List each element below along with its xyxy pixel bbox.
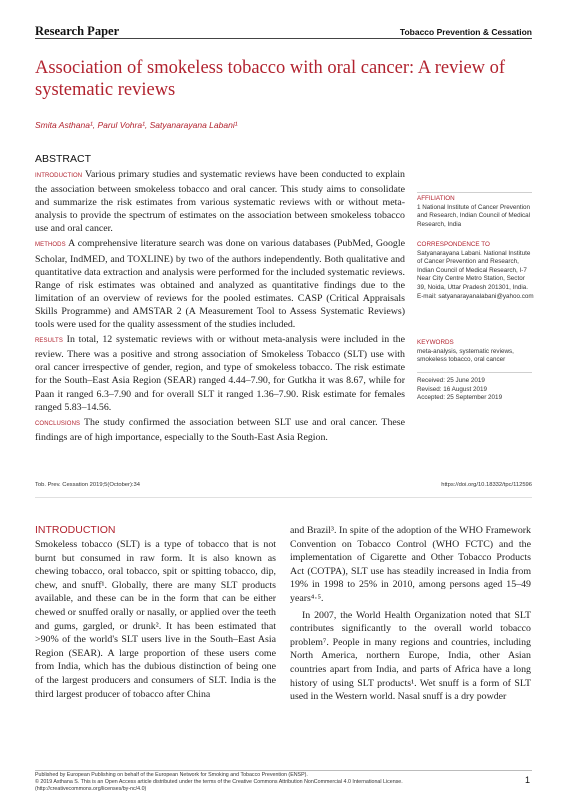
affiliation-block	[417, 195, 535, 229]
body-column-left	[35, 538, 276, 701]
page-number: 1	[524, 775, 530, 785]
affiliation-heading: AFFILIATION	[417, 195, 455, 202]
abstract-conclusions	[35, 416, 405, 444]
publisher-line: Published by European Publishing on behalf of the European Network for Smoking and Tobacco Prevention (ENSP).	[35, 772, 308, 778]
section-divider	[35, 497, 532, 498]
citation-text: Tob. Prev. Cessation 2019;5(October):34	[35, 482, 140, 488]
journal-name: Tobacco Prevention & Cessation	[399, 27, 532, 37]
license-line: © 2019 Asthana S. This is an Open Access article distributed under the terms of the Creative Commons Attribution NonCommercial 4.0 International License.	[35, 779, 403, 786]
correspondence-heading: CORRESPONDENCE TO	[417, 241, 490, 248]
intro-paragraph-1: Smokeless tobacco (SLT) is a type of tobacco that is not burnt but consumed in raw form. It is also known as chewing tobacco, oral tobacco, spit or spitting tobacco, dip, chew, and snuff¹. Globally, there are many SLT products available, and these can be in the form that can be either chewed or snuffed orally or nasally, or applied over the teeth and gums, gargled, or drunk². It has been estimated that >90% of the world's SLT users live in the South–East Asia Region (SEAR). A large proportion of these users come from India, which has the dubious distinction of being one of the largest producers and consumers of SLT. India is the third largest producer of tobacco after China	[35, 539, 276, 700]
correspondence-block	[417, 241, 535, 301]
license-url[interactable]: (http://creativecommons.org/licenses/by-nc/4.0)	[35, 786, 147, 793]
abstract-methods	[35, 237, 405, 331]
introduction-heading: INTRODUCTION	[35, 524, 116, 536]
footer-divider	[35, 770, 532, 771]
abstract-text-introduction: Various primary studies and systematic reviews have been conducted to explain the association between smokeless tobacco and oral cancer. This study aims to consolidate and summarize the risk estimates from various systematic reviews with or without meta-analysis to provide the spectrum of estimates on the association between smokeless tobacco use and oral cancer.	[35, 169, 405, 235]
doi-link[interactable]: https://doi.org/10.18332/tpc/112596	[441, 482, 532, 488]
abstract-text-results: In total, 12 systematic reviews with or without meta-analysis were included in the review. There was a positive and strong association of Smokeless Tobacco (SLT) use with oral cancer irrespective of gender, region, and type of smokeless tobacco. The risk estimate for the South–East Asia Region (SEAR) ranged 4.44–7.90, for Gutkha it was 8.67, while for Paan it ranged 6.3–7.90 and for overall SLT it ranged 1.36–7.90. Risk estimate for females ranged 5.83–14.56.	[35, 334, 405, 413]
license-note	[35, 772, 505, 794]
correspondence-text: Satyanarayana Labani. National Institute of Cancer Prevention and Research, Indian Council of Medical Research, I-7 Near City Centre Metro Station, Sector 39, Noida, Uttar Pradesh 201301, India. E-mail: satyanarayanalabani@yahoo.com	[417, 249, 534, 300]
revised-date: Revised: 16 August 2019	[417, 385, 488, 393]
author-list: Smita Asthana¹, Parul Vohra¹, Satyanarayana Labani¹	[35, 120, 238, 130]
abstract-body	[35, 168, 405, 446]
abstract-text-methods: A comprehensive literature search was done on various databases (PubMed, Google Scholar, IndMED, and TOXLINE) by two of the authors independently. Both qualitative and quantitative data extraction and analysis were performed for the included systematic reviews. Range of risk estimates was obtained and analyzed as quantitative findings due to the limitation of an overview of reviews for the pooled estimates. CASP (Critical Appraisals Skills Programme) and AMSTAR 2 (A Measurement Tool to Assess Systematic Reviews) tools were used for the quality assessment of the studies included.	[35, 238, 405, 331]
abstract-introduction	[35, 168, 405, 235]
keywords-heading: KEYWORDS	[417, 339, 454, 346]
body-column-right	[290, 524, 531, 704]
sidebar-divider	[417, 192, 532, 193]
sidebar-divider	[417, 372, 532, 373]
paper-title: Association of smokeless tobacco with oral cancer: A review of systematic reviews	[35, 58, 506, 100]
journal-section-label: Research Paper	[35, 24, 120, 38]
received-date: Received: 25 June 2019	[417, 377, 485, 384]
keywords-block	[417, 339, 535, 365]
header-divider	[35, 38, 532, 39]
intro-paragraph-2: and Brazil³. In spite of the adoption of the WHO Framework Convention on Tobacco Control (WHO FCTC) and the implementation of Cigarette and Other Tobacco Products Act (COTPA), SLT use has steadily increased in India from 19% in 1998 to 25% in 2010, among persons aged 15–49 years⁴·⁵.	[290, 525, 531, 604]
abstract-label-results: RESULTS	[35, 338, 63, 345]
dates-block	[417, 377, 535, 403]
abstract-text-conclusions: The study confirmed the association between SLT use and oral cancer. These findings are of high importance, especially to the South-East Asia Region.	[35, 416, 405, 443]
abstract-results	[35, 333, 405, 414]
abstract-label-conclusions: CONCLUSIONS	[35, 420, 81, 427]
affiliation-text: 1 National Institute of Cancer Prevention and Research, Indian Council of Medical Research, India	[417, 203, 531, 228]
accepted-date: Accepted: 25 September 2019	[417, 394, 503, 402]
abstract-label-introduction: INTRODUCTION	[35, 173, 83, 179]
keywords-text: meta-analysis, systematic reviews, smokeless tobacco, oral cancer	[417, 347, 514, 364]
intro-paragraph-3: In 2007, the World Health Organization noted that SLT contributes significantly to the overall world tobacco problem⁷. People in many regions and countries, including North America, northern Europe, India, other Asian countries apart from India, and parts of Africa have a long history of using SLT products¹. Wet snuff is a form of SLT used in the Western world. Nasal snuff is a dry powder	[290, 609, 531, 703]
abstract-heading: ABSTRACT	[35, 153, 92, 165]
abstract-label-methods: METHODS	[35, 242, 66, 249]
